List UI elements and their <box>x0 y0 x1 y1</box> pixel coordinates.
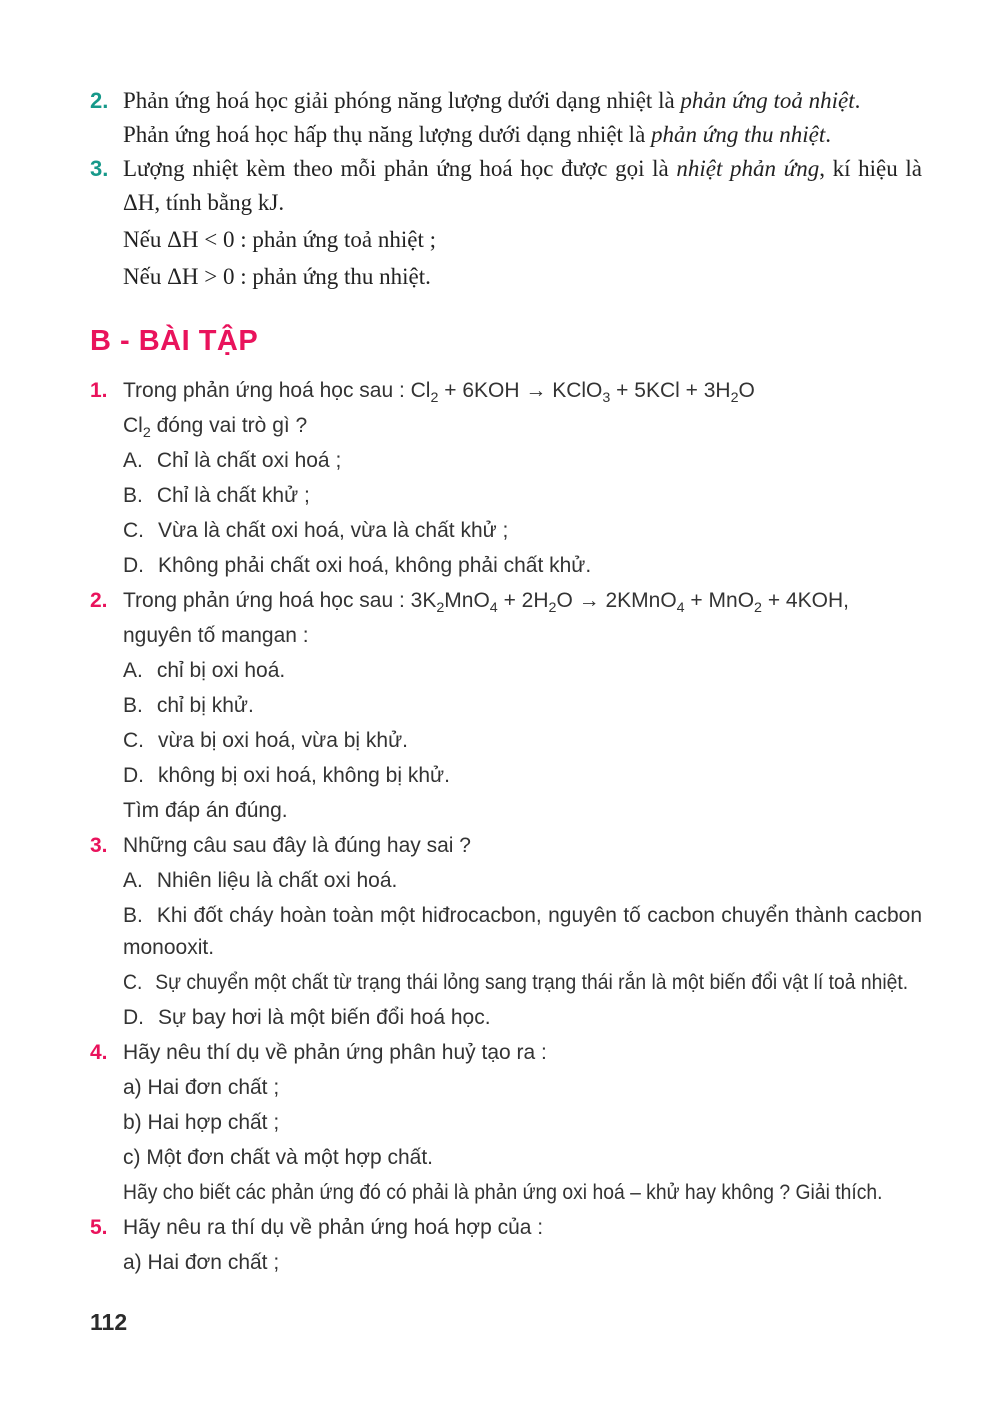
question-line <box>123 1037 922 1069</box>
section-heading: B - BÀI TẬP <box>90 325 259 357</box>
formula-subscript: 4 <box>676 600 685 617</box>
option-line <box>123 690 922 722</box>
text-segment: + MnO <box>684 589 755 612</box>
question-line <box>123 1212 922 1244</box>
text-segment: Nếu ΔH > 0 : phản ứng thu nhiệt. <box>123 264 431 289</box>
italic-term: nhiệt phản ứng <box>676 156 820 181</box>
exercise-number: 1. <box>90 379 108 402</box>
text-segment: Hãy nêu ra thí dụ về phản ứng hoá hợp của : <box>123 1216 544 1239</box>
text-segment: , kí hiệu là ΔH, tính bằng kJ. <box>123 156 922 215</box>
formula-subscript: 2 <box>730 390 739 407</box>
formula-subscript: 2 <box>754 600 762 617</box>
list-sub-item-line <box>123 1142 922 1174</box>
text-segment: Trong phản ứng hoá học sau : 3K <box>123 589 437 612</box>
option-line <box>123 725 922 757</box>
option-letter: C. <box>123 519 144 542</box>
text-segment: Lượng nhiệt kèm theo mỗi phản ứng hoá học được gọi là <box>123 156 677 181</box>
option-letter: B. <box>123 484 143 507</box>
exercise-body <box>123 830 922 1034</box>
italic-term: phản ứng thu nhiệt <box>651 122 826 147</box>
text-segment: đóng vai trò gì ? <box>150 414 308 437</box>
summary-item-body <box>123 84 922 152</box>
exercise-number: 5. <box>90 1216 108 1239</box>
exercise-number: 2. <box>90 589 108 612</box>
formula-subscript: 2 <box>430 390 439 407</box>
summary-item-number: 3. <box>90 156 109 181</box>
option-line <box>123 760 922 792</box>
text-segment: Khi đốt cháy hoàn toàn một hiđrocacbon, nguyên tố cacbon chuyển thành cacbon monooxit. <box>123 904 922 959</box>
question-note-line <box>123 1177 883 1209</box>
exercise-item <box>90 375 922 582</box>
question-line <box>123 830 922 862</box>
question-line <box>123 375 922 407</box>
text-segment: nguyên tố mangan : <box>123 624 309 647</box>
page-number: 112 <box>90 1309 128 1335</box>
option-line <box>123 1002 922 1034</box>
option-line <box>123 550 922 582</box>
text-segment: + 5KCl + 3H <box>610 379 731 402</box>
text-segment: a) Hai đơn chất ; <box>123 1251 280 1274</box>
option-line <box>123 480 922 512</box>
option-letter: C. <box>123 729 144 752</box>
text-segment: Sự bay hơi là một biến đổi hoá học. <box>158 1006 491 1029</box>
formula-subscript: 2 <box>142 425 151 442</box>
exercise-number: 4. <box>90 1041 108 1064</box>
text-segment: + 4KOH, <box>761 589 849 612</box>
text-segment: Nhiên liệu là chất oxi hoá. <box>156 869 398 892</box>
summary-item-number: 2. <box>90 88 109 113</box>
option-letter: B. <box>123 694 143 717</box>
text-segment: + 6KOH → KClO <box>438 379 603 402</box>
text-segment: chỉ bị khử. <box>156 694 254 717</box>
exercise-number: 3. <box>90 834 108 857</box>
option-line <box>123 967 909 999</box>
text-segment: . <box>825 122 831 147</box>
list-sub-item-line <box>123 1247 922 1279</box>
text-segment: Những câu sau đây là đúng hay sai ? <box>123 834 471 857</box>
text-segment: vừa bị oxi hoá, vừa bị khử. <box>158 729 408 752</box>
option-letter: A. <box>123 659 143 682</box>
text-segment: MnO <box>444 589 490 612</box>
delta-h-note-line <box>123 223 922 257</box>
text-segment: Nếu ΔH < 0 : phản ứng toả nhiệt ; <box>123 227 436 252</box>
text-segment: Không phải chất oxi hoá, không phải chất khử. <box>158 554 592 577</box>
summary-text-line <box>123 118 922 152</box>
exercises-section <box>90 375 922 1279</box>
summary-section <box>90 84 922 294</box>
exercise-body <box>123 1212 922 1279</box>
text-segment: Hãy nêu thí dụ về phản ứng phân huỷ tạo ra : <box>123 1041 547 1064</box>
summary-item-body <box>123 152 922 294</box>
question-line <box>123 585 922 617</box>
summary-text-line <box>123 84 922 118</box>
text-segment: chỉ bị oxi hoá. <box>156 659 286 682</box>
text-segment: Phản ứng hoá học giải phóng năng lượng dưới dạng nhiệt là <box>123 88 681 113</box>
exercise-item <box>90 585 922 827</box>
text-segment: + 2H <box>497 589 549 612</box>
text-segment: a) Hai đơn chất ; <box>123 1076 280 1099</box>
text-segment: O → 2KMnO <box>556 589 677 612</box>
text-segment: Vừa là chất oxi hoá, vừa là chất khử ; <box>158 519 509 542</box>
text-segment: Hãy cho biết các phản ứng đó có phải là phản ứng oxi hoá – khử hay không ? Giải thích. <box>123 1181 883 1204</box>
exercise-item <box>90 1212 922 1279</box>
exercise-body <box>123 375 922 582</box>
option-line <box>123 865 922 897</box>
text-segment: Chỉ là chất khử ; <box>156 484 310 507</box>
text-segment: O <box>738 379 755 402</box>
text-segment: . <box>854 88 861 113</box>
exercise-body <box>123 585 922 827</box>
text-segment: Trong phản ứng hoá học sau : Cl <box>123 379 431 402</box>
question-line <box>123 410 922 442</box>
exercise-body <box>123 1037 922 1209</box>
question-continuation-line <box>123 620 922 652</box>
text-segment: b) Hai hợp chất ; <box>123 1111 280 1134</box>
summary-item <box>90 84 922 152</box>
exercise-item <box>90 1037 922 1209</box>
list-sub-item-line <box>123 1107 922 1139</box>
text-segment: Cl <box>123 414 143 437</box>
formula-subscript: 4 <box>489 600 498 617</box>
option-letter: A. <box>123 869 143 892</box>
option-line <box>123 900 922 964</box>
question-note-line <box>123 795 922 827</box>
formula-subscript: 2 <box>548 600 557 617</box>
option-letter: D. <box>123 1006 144 1029</box>
option-line <box>123 445 922 477</box>
option-letter: D. <box>123 554 144 577</box>
formula-subscript: 3 <box>602 390 611 407</box>
text-segment: c) Một đơn chất và một hợp chất. <box>123 1146 434 1169</box>
text-segment: Phản ứng hoá học hấp thụ năng lượng dưới dạng nhiệt là <box>123 122 652 147</box>
summary-item <box>90 152 922 294</box>
option-letter: D. <box>123 764 144 787</box>
option-line <box>123 655 922 687</box>
exercise-item <box>90 830 922 1034</box>
list-sub-item-line <box>123 1072 922 1104</box>
option-letter: B. <box>123 904 143 927</box>
text-segment: Tìm đáp án đúng. <box>123 799 288 822</box>
option-letter: A. <box>123 449 143 472</box>
text-segment: không bị oxi hoá, không bị khử. <box>158 764 450 787</box>
italic-term: phản ứng toả nhiệt <box>680 88 855 113</box>
summary-text-line <box>123 152 922 220</box>
text-segment: Chỉ là chất oxi hoá ; <box>156 449 342 472</box>
formula-subscript: 2 <box>436 600 445 617</box>
option-letter: C. <box>123 971 143 994</box>
delta-h-note-line <box>123 260 922 294</box>
text-segment: Sự chuyển một chất từ trạng thái lỏng sang trạng thái rắn là một biến đổi vật lí toả nhiệt. <box>155 971 909 994</box>
option-line <box>123 515 922 547</box>
